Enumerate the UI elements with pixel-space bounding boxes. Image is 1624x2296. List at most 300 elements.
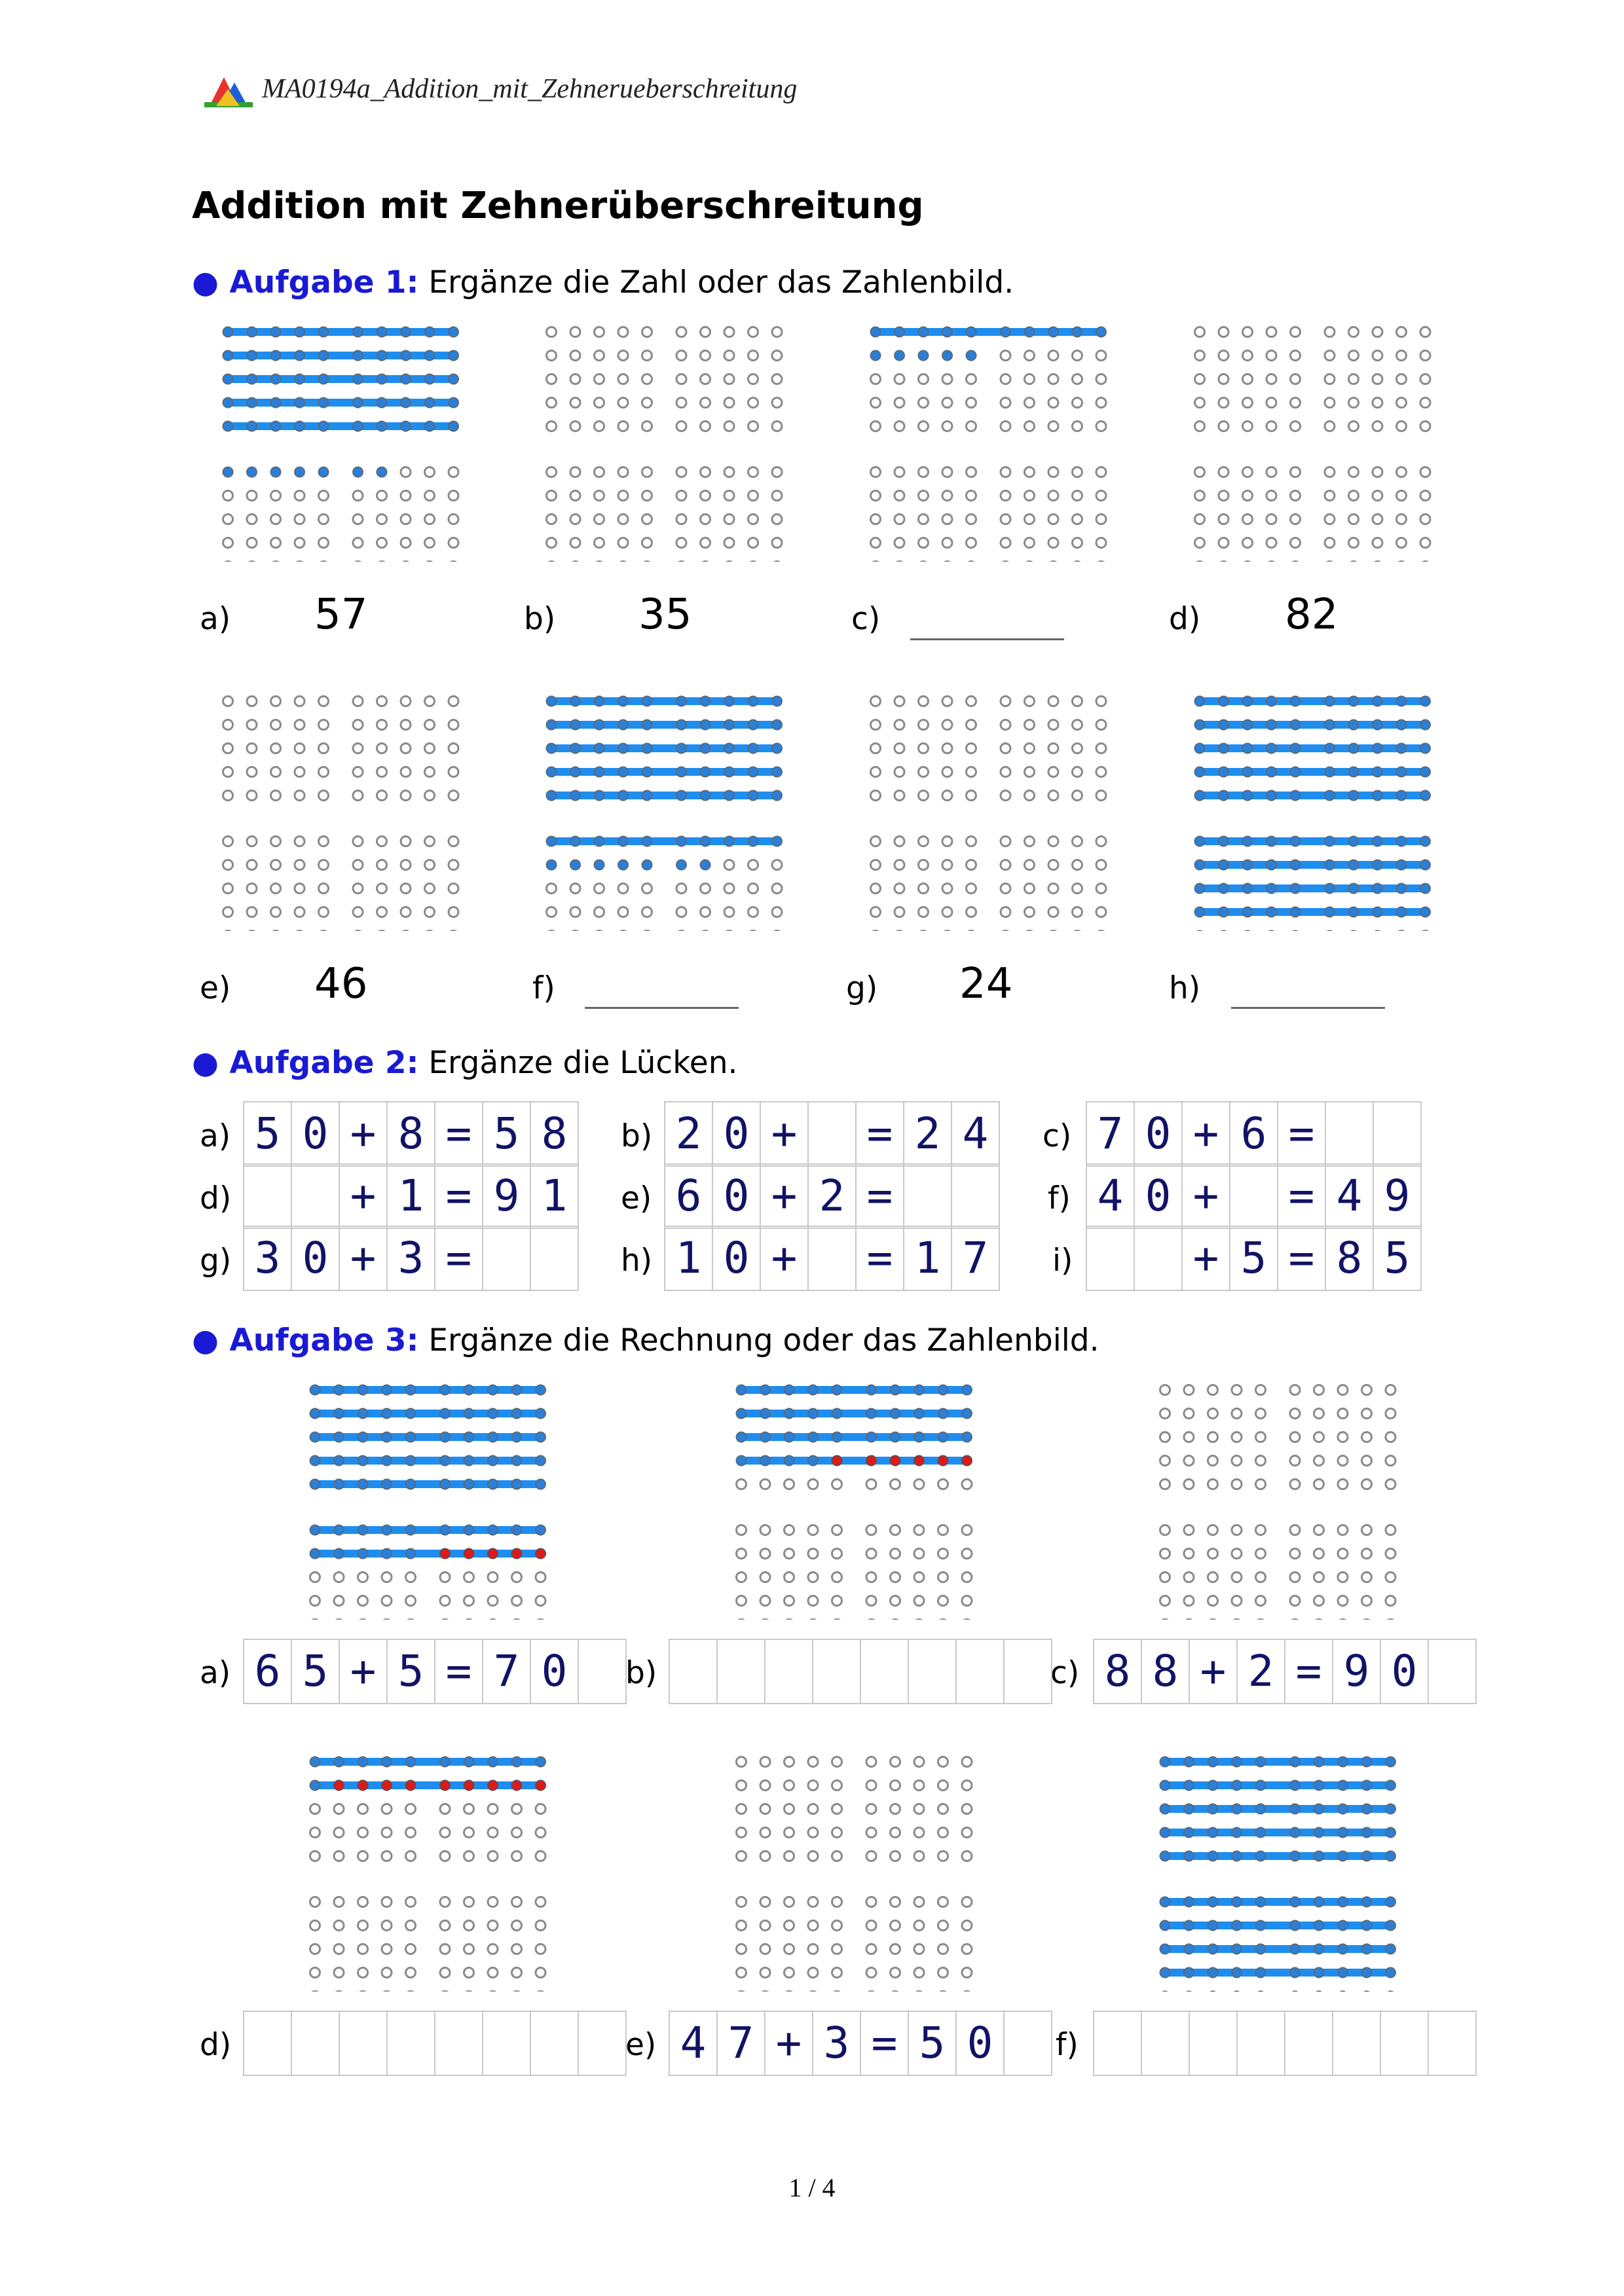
task3-equation-a	[243, 1639, 627, 1704]
empty-bead	[938, 1781, 948, 1791]
empty-bead	[406, 1804, 416, 1814]
equation-cell: =	[1284, 1639, 1333, 1704]
blue-bead	[1184, 1781, 1194, 1791]
empty-bead	[334, 1921, 344, 1931]
empty-bead	[353, 860, 363, 870]
blue-bead	[382, 1409, 392, 1419]
equation-cell: =	[860, 2011, 909, 2076]
blue-bead	[1420, 860, 1430, 870]
empty-bead	[295, 884, 304, 894]
empty-bead	[382, 1851, 392, 1861]
empty-bead	[1397, 515, 1407, 524]
empty-bead	[808, 1851, 818, 1861]
blank-cell[interactable]	[291, 1163, 340, 1229]
empty-bead	[724, 860, 734, 870]
empty-bead	[401, 697, 411, 706]
blank-cell[interactable]	[530, 1226, 579, 1291]
blank-cell[interactable]	[807, 1101, 857, 1167]
blue-bead	[310, 1757, 320, 1767]
task2-letter-d: d)	[200, 1180, 232, 1216]
empty-bead	[1290, 1409, 1300, 1419]
equation-cell: 5	[1229, 1226, 1278, 1291]
blue-bead	[1160, 1781, 1170, 1791]
blue-bead	[223, 467, 233, 477]
blank-cell[interactable]	[812, 1639, 861, 1704]
empty-bead	[271, 697, 281, 706]
empty-bead	[1314, 1596, 1324, 1606]
ten-bar	[738, 1386, 970, 1394]
task1-answer-line-c[interactable]	[910, 638, 1064, 640]
blank-cell[interactable]	[386, 2011, 435, 2076]
empty-bead	[701, 351, 710, 361]
empty-bead	[1256, 1525, 1266, 1535]
empty-bead	[962, 1525, 972, 1535]
empty-bead	[1096, 398, 1106, 408]
blue-bead	[547, 744, 557, 754]
equation-cell: +	[339, 1639, 388, 1704]
empty-bead	[1349, 351, 1359, 361]
blue-bead	[1362, 1921, 1372, 1931]
blank-cell[interactable]	[1003, 1639, 1052, 1704]
empty-bead	[512, 1573, 522, 1582]
empty-bead	[737, 1596, 747, 1606]
empty-bead	[1386, 1456, 1395, 1466]
empty-bead	[1096, 744, 1106, 754]
empty-bead	[1256, 1480, 1266, 1489]
empty-bead	[449, 538, 458, 548]
empty-bead	[701, 907, 710, 917]
empty-bead	[808, 1596, 818, 1606]
empty-bead	[942, 907, 952, 917]
empty-bead	[724, 491, 734, 501]
empty-bead	[748, 327, 758, 337]
ten-bar	[738, 1433, 970, 1441]
blank-cell[interactable]	[482, 1226, 531, 1291]
blue-bead	[1219, 744, 1228, 754]
blue-bead	[618, 791, 628, 801]
empty-bead	[1362, 1525, 1372, 1535]
blue-bead	[464, 1409, 474, 1419]
empty-bead	[1291, 351, 1301, 361]
empty-bead	[967, 422, 976, 431]
empty-bead	[724, 374, 734, 384]
empty-bead	[676, 515, 686, 524]
empty-bead	[962, 1944, 972, 1954]
red-bead	[938, 1456, 948, 1466]
blank-cell[interactable]	[1141, 2011, 1190, 2076]
blank-cell[interactable]	[1236, 2011, 1285, 2076]
empty-bead	[595, 907, 604, 917]
empty-bead	[967, 538, 976, 548]
blank-cell[interactable]	[716, 1639, 766, 1704]
empty-bead	[866, 1596, 876, 1606]
empty-bead	[748, 374, 758, 384]
empty-bead	[1420, 351, 1430, 361]
red-bead	[512, 1781, 522, 1791]
blank-cell[interactable]	[860, 1639, 909, 1704]
blue-bead	[377, 374, 387, 384]
empty-bead	[488, 1944, 498, 1954]
empty-bead	[1219, 491, 1228, 501]
empty-bead	[1048, 538, 1058, 548]
empty-bead	[1338, 1432, 1348, 1442]
blue-bead	[1184, 1897, 1194, 1907]
empty-bead	[1096, 467, 1106, 477]
empty-bead	[938, 1549, 948, 1559]
empty-bead	[871, 720, 881, 730]
equation-cell: 0	[712, 1101, 761, 1167]
empty-bead	[1073, 398, 1082, 408]
empty-bead	[406, 1596, 416, 1606]
blue-bead	[319, 422, 329, 431]
empty-bead	[536, 1968, 545, 1978]
blue-bead	[595, 720, 604, 730]
task1-answer-line-f[interactable]	[585, 1007, 739, 1009]
task2-heading	[192, 1045, 737, 1081]
blue-bead	[1208, 1968, 1218, 1978]
blue-bead	[1073, 327, 1082, 337]
ten-bar	[1162, 1969, 1394, 1977]
blank-cell[interactable]	[1189, 2011, 1238, 2076]
blue-bead	[642, 837, 652, 847]
empty-bead	[1160, 1525, 1170, 1535]
blank-cell[interactable]	[1093, 2011, 1142, 2076]
blue-bead	[737, 1409, 747, 1419]
empty-bead	[1349, 327, 1359, 337]
empty-bead	[595, 515, 604, 524]
blank-cell[interactable]	[1428, 2011, 1477, 2076]
empty-bead	[425, 884, 435, 894]
blank-cell[interactable]	[807, 1226, 857, 1291]
empty-bead	[1219, 467, 1228, 477]
empty-bead	[1025, 515, 1035, 524]
task1-answer-line-h[interactable]	[1231, 1007, 1385, 1009]
empty-bead	[1325, 327, 1335, 337]
empty-bead	[319, 907, 329, 917]
empty-bead	[1397, 491, 1407, 501]
empty-bead	[772, 860, 782, 870]
empty-bead	[1073, 907, 1082, 917]
blank-cell[interactable]	[530, 2011, 579, 2076]
blue-bead	[1349, 697, 1359, 706]
blue-bead	[701, 791, 710, 801]
blue-bead	[319, 467, 329, 477]
blue-bead	[377, 422, 387, 431]
blank-cell[interactable]	[1380, 2011, 1429, 2076]
empty-bead	[1160, 1549, 1170, 1559]
empty-bead	[271, 515, 281, 524]
blue-bead	[1325, 744, 1335, 754]
empty-bead	[772, 467, 782, 477]
blue-bead	[1266, 744, 1276, 754]
blank-cell[interactable]	[951, 1163, 1000, 1229]
empty-bead	[1096, 907, 1106, 917]
empty-bead	[1219, 374, 1228, 384]
blank-cell[interactable]	[1086, 1226, 1135, 1291]
blank-cell[interactable]	[764, 1639, 813, 1704]
empty-bead	[1256, 1385, 1266, 1395]
ten-bar	[548, 744, 781, 752]
empty-bead	[1243, 351, 1253, 361]
empty-bead	[1195, 538, 1205, 548]
task2-equation-b	[664, 1101, 1000, 1167]
empty-bead	[832, 1851, 842, 1861]
empty-bead	[895, 744, 904, 754]
blue-bead	[1373, 837, 1382, 847]
blank-cell[interactable]	[903, 1163, 952, 1229]
empty-bead	[914, 1804, 924, 1814]
empty-bead	[295, 744, 304, 754]
blue-bead	[1001, 327, 1010, 337]
blue-bead	[701, 744, 710, 754]
blue-bead	[642, 860, 652, 870]
empty-bead	[748, 515, 758, 524]
empty-bead	[1266, 374, 1276, 384]
blue-bead	[891, 1432, 900, 1442]
empty-bead	[942, 860, 952, 870]
empty-bead	[353, 791, 363, 801]
blue-bead	[772, 837, 782, 847]
empty-bead	[919, 860, 929, 870]
empty-bead	[570, 884, 580, 894]
blue-bead	[808, 1385, 818, 1395]
equation-cell: 0	[1380, 1639, 1429, 1704]
empty-bead	[701, 467, 710, 477]
empty-bead	[1073, 491, 1082, 501]
blue-bead	[1386, 1944, 1395, 1954]
empty-bead	[1073, 467, 1082, 477]
empty-bead	[570, 491, 580, 501]
empty-bead	[570, 538, 580, 548]
ten-bar	[1196, 884, 1429, 892]
empty-bead	[1073, 791, 1082, 801]
blue-bead	[919, 327, 929, 337]
empty-bead	[1386, 1480, 1395, 1489]
empty-bead	[1048, 351, 1058, 361]
empty-bead	[401, 907, 411, 917]
blue-bead	[1195, 697, 1205, 706]
empty-bead	[547, 327, 557, 337]
empty-bead	[891, 1828, 900, 1838]
empty-bead	[942, 697, 952, 706]
empty-bead	[449, 697, 458, 706]
empty-bead	[1001, 884, 1010, 894]
blue-bead	[1362, 1851, 1372, 1861]
blue-bead	[914, 1432, 924, 1442]
empty-bead	[406, 1573, 416, 1582]
blank-cell[interactable]	[1229, 1163, 1278, 1229]
empty-bead	[319, 837, 329, 847]
blank-cell[interactable]	[1284, 2011, 1333, 2076]
blue-bead	[1420, 767, 1430, 777]
empty-bead	[760, 1525, 770, 1535]
empty-bead	[1386, 1549, 1395, 1559]
blue-bead	[1314, 1944, 1324, 1954]
blank-cell[interactable]	[669, 1639, 718, 1704]
empty-bead	[358, 1944, 368, 1954]
empty-bead	[748, 538, 758, 548]
blue-bead	[464, 1456, 474, 1466]
empty-bead	[1001, 374, 1010, 384]
empty-bead	[784, 1573, 794, 1582]
empty-bead	[914, 1968, 924, 1978]
empty-bead	[1001, 860, 1010, 870]
blue-bead	[334, 1757, 344, 1767]
blue-bead	[737, 1385, 747, 1395]
empty-bead	[914, 1480, 924, 1489]
blank-cell[interactable]	[1134, 1226, 1183, 1291]
empty-bead	[724, 398, 734, 408]
empty-bead	[1338, 1456, 1348, 1466]
empty-bead	[1073, 860, 1082, 870]
blue-bead	[570, 837, 580, 847]
blue-bead	[1160, 1851, 1170, 1861]
ten-bar	[1162, 1829, 1394, 1836]
equation-cell: =	[434, 1639, 483, 1704]
empty-bead	[871, 767, 881, 777]
empty-bead	[425, 907, 435, 917]
empty-bead	[701, 931, 710, 932]
empty-bead	[760, 1921, 770, 1931]
blue-bead	[1184, 1921, 1194, 1931]
empty-bead	[1291, 467, 1301, 477]
empty-bead	[938, 1921, 948, 1931]
blank-cell[interactable]	[908, 1639, 957, 1704]
empty-bead	[1048, 374, 1058, 384]
blue-bead	[449, 327, 458, 337]
blue-bead	[1325, 837, 1335, 847]
blank-cell[interactable]	[339, 2011, 388, 2076]
blue-bead	[1208, 1804, 1218, 1814]
task1-letter-f: f)	[532, 970, 555, 1006]
blue-bead	[488, 1409, 498, 1419]
empty-bead	[938, 1968, 948, 1978]
ten-bar	[312, 1758, 544, 1766]
blue-bead	[406, 1525, 416, 1535]
task1-answer-b: 35	[638, 591, 692, 639]
empty-bead	[914, 1573, 924, 1582]
red-bead	[464, 1549, 474, 1559]
empty-bead	[748, 351, 758, 361]
blue-bead	[310, 1480, 320, 1489]
empty-bead	[1025, 697, 1035, 706]
empty-bead	[724, 327, 734, 337]
blank-cell[interactable]	[434, 2011, 483, 2076]
empty-bead	[1325, 538, 1335, 548]
blank-cell[interactable]	[1332, 2011, 1381, 2076]
empty-bead	[570, 515, 580, 524]
blue-bead	[334, 1549, 344, 1559]
empty-bead	[891, 1525, 900, 1535]
empty-bead	[895, 791, 904, 801]
empty-bead	[701, 515, 710, 524]
blue-bead	[1232, 1804, 1242, 1814]
empty-bead	[1208, 1432, 1218, 1442]
equation-cell: +	[760, 1226, 809, 1291]
blank-cell[interactable]	[291, 2011, 340, 2076]
equation-cell: 7	[951, 1226, 1000, 1291]
empty-bead	[642, 907, 652, 917]
blank-cell[interactable]	[243, 1163, 292, 1229]
empty-bead	[1219, 538, 1228, 548]
empty-bead	[1025, 931, 1035, 932]
blue-bead	[570, 744, 580, 754]
empty-bead	[1048, 884, 1058, 894]
blue-bead	[547, 720, 557, 730]
blue-bead	[1291, 860, 1301, 870]
empty-bead	[401, 884, 411, 894]
blue-bead	[1232, 1897, 1242, 1907]
empty-bead	[512, 1851, 522, 1861]
empty-bead	[1048, 767, 1058, 777]
empty-bead	[808, 1525, 818, 1535]
empty-bead	[914, 1549, 924, 1559]
empty-bead	[547, 491, 557, 501]
empty-bead	[1325, 374, 1335, 384]
empty-bead	[1048, 744, 1058, 754]
blank-cell[interactable]	[482, 2011, 531, 2076]
empty-bead	[1025, 422, 1035, 431]
blank-cell[interactable]	[578, 2011, 627, 2076]
blue-bead	[488, 1757, 498, 1767]
empty-bead	[737, 1573, 747, 1582]
blue-bead	[1373, 744, 1382, 754]
blank-cell[interactable]	[1373, 1101, 1422, 1167]
empty-bead	[310, 1921, 320, 1931]
blue-bead	[1349, 744, 1359, 754]
blank-cell[interactable]	[243, 2011, 292, 2076]
task2-letter-g: g)	[200, 1243, 232, 1279]
empty-bead	[271, 837, 281, 847]
empty-bead	[967, 374, 976, 384]
task3-equation-d	[243, 2011, 627, 2076]
empty-bead	[319, 884, 329, 894]
blank-cell[interactable]	[578, 1639, 627, 1704]
blue-bead	[1243, 767, 1253, 777]
blue-bead	[676, 860, 686, 870]
blue-bead	[642, 720, 652, 730]
blank-cell[interactable]	[1325, 1101, 1374, 1167]
blue-bead	[358, 1549, 368, 1559]
red-bead	[891, 1456, 900, 1466]
blue-bead	[464, 1480, 474, 1489]
blue-bead	[1232, 1968, 1242, 1978]
empty-bead	[223, 767, 233, 777]
equation-cell: 6	[1229, 1101, 1278, 1167]
empty-bead	[938, 1480, 948, 1489]
empty-bead	[642, 538, 652, 548]
task1-letter-e: e)	[200, 970, 231, 1006]
empty-bead	[1243, 374, 1253, 384]
empty-bead	[895, 374, 904, 384]
blank-cell[interactable]	[955, 1639, 1005, 1704]
blank-cell[interactable]	[1428, 1639, 1477, 1704]
blank-cell[interactable]	[1003, 2011, 1052, 2076]
empty-bead	[1232, 1549, 1242, 1559]
empty-bead	[406, 1851, 416, 1861]
ten-bar	[1162, 1945, 1394, 1953]
blue-bead	[701, 767, 710, 777]
empty-bead	[512, 1944, 522, 1954]
blue-bead	[1243, 837, 1253, 847]
empty-bead	[1001, 491, 1010, 501]
blue-bead	[353, 374, 363, 384]
empty-bead	[353, 884, 363, 894]
empty-bead	[1232, 1409, 1242, 1419]
red-bead	[406, 1781, 416, 1791]
blue-bead	[724, 791, 734, 801]
ten-bar	[548, 837, 781, 845]
